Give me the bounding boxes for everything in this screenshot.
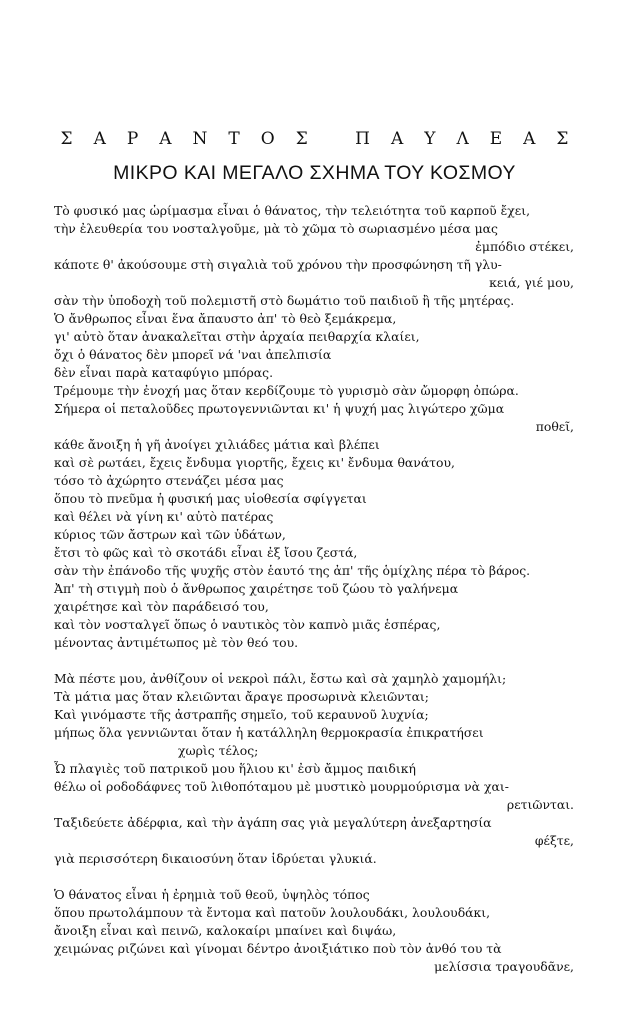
poem-line-continuation: κειά, γιέ μου, [489, 275, 574, 290]
poem-line: θέλω οἱ ροδοδάφνες τοῦ λιθοπόταμου μὲ μυστικὸ μουρμούρισμα νὰ χαι- [54, 779, 509, 794]
poem-line: ὄχι ὁ θάνατος δὲν μπορεῖ νά 'ναι ἀπελπισία [54, 347, 332, 362]
author-name: ΣΑΡΑΝΤΟΣ ΠΑΥΛΕΑΣ [60, 129, 590, 149]
poem-line-continuation: ρετιῶνται. [506, 797, 574, 812]
poem-line: μένοντας ἀντιμέτωπος μὲ τὸν θεό του. [54, 635, 299, 650]
poem-line: χειμώνας ριζώνει καὶ γίνομαι δέντρο ἀνοιξιάτικο ποὺ τὸν ἀνθό του τὰ [54, 941, 502, 956]
stanza-break [54, 868, 574, 886]
poem-line: γι' αὐτὸ ὅταν ἀνακαλεῖται στὴν ἀρχαία πειθαρχία κλαίει, [54, 329, 420, 344]
poem-line: σὰν τὴν ἐπάνοδο τῆς ψυχῆς στὸν ἑαυτό της ἀπ' τῆς ὁμίχλης πέρα τὸ βάρος. [54, 563, 531, 578]
poem-line: Σήμερα οἱ πεταλοῦδες πρωτογεννιῶνται κι' ἡ ψυχή μας λιγώτερο χῶμα [54, 401, 505, 416]
poem-line: ἔτσι τὸ φῶς καὶ τὸ σκοτάδι εἶναι ἐξ ἴσου ζεστά, [54, 545, 358, 560]
poem-line: κάποτε θ' ἀκούσουμε στὴ σιγαλιὰ τοῦ χρόνου τὴν προσφώνηση τῆ γλυ- [54, 257, 502, 272]
poem-line: τόσο τὸ ἀχώρητο στενάζει μέσα μας [54, 473, 284, 488]
poem-line: τὴν ἐλευθερία του νοσταλγοῦμε, μὰ τὸ χῶμα τὸ σωριασμένο μέσα μας [54, 221, 498, 236]
poem-line-continuation: μελίσσια τραγουδᾶνε, [434, 959, 574, 974]
poem-body [54, 202, 574, 976]
poem-line-continuation: χωρὶς τέλος; [178, 743, 259, 758]
poem-line: Τὸ φυσικό μας ὡρίμασμα εἶναι ὁ θάνατος, τὴν τελειότητα τοῦ καρποῦ ἔχει, [54, 203, 531, 218]
poem-line: μήπως ὅλα γεννιῶνται ὅταν ἡ κατάλληλη θερμοκρασία ἐπικρατήσει [54, 725, 484, 740]
poem-line: Καὶ γινόμαστε τῆς ἀστραπῆς σημεῖο, τοῦ κεραυνοῦ λυχνία; [54, 707, 429, 722]
poem-line: Ὦ πλαγιὲς τοῦ πατρικοῦ μου ἥλιου κι' ἐσὺ ἄμμος παιδική [54, 761, 416, 776]
poem-line: Μὰ πέστε μου, ἀνθίζουν οἱ νεκροὶ πάλι, ἔστω καὶ σὰ χαμηλὸ χαμομήλι; [54, 671, 507, 686]
poem-line: χαιρέτησε καὶ τὸν παράδεισό του, [54, 599, 269, 614]
poem-line: κάθε ἄνοιξη ἡ γῆ ἀνοίγει χιλιάδες μάτια καὶ βλέπει [54, 437, 380, 452]
poem-line: Ὁ ἄνθρωπος εἶναι ἕνα ἄπαυστο ἀπ' τὸ θεὸ ξεμάκρεμα, [54, 311, 397, 326]
poem-line: δὲν εἶναι παρὰ καταφύγιο μπόρας. [54, 365, 274, 380]
poem-line-continuation: ἐμπόδιο στέκει, [475, 239, 574, 254]
poem-line: Ταξιδεύετε ἀδέρφια, καὶ τὴν ἀγάπη σας γιὰ μεγαλύτερη ἀνεξαρτησία [54, 815, 492, 830]
poem-line: καὶ θέλει νὰ γίνη κι' αὐτὸ πατέρας [54, 509, 274, 524]
poem-line-continuation: ποθεῖ, [535, 419, 574, 434]
poem-line: Ὁ θάνατος εἶναι ἡ ἐρημιὰ τοῦ θεοῦ, ὑψηλὸς τόπος [54, 887, 370, 902]
poem-line-continuation: φέξτε, [534, 833, 574, 848]
poem-line: γιὰ περισσότερη δικαιοσύνη ὅταν ἱδρύεται γλυκιά. [54, 851, 377, 866]
poem-line: ἄνοιξη εἶναι καὶ πεινῶ, καλοκαίρι μπαίνει καὶ διψάω, [54, 923, 397, 938]
stanza-break [54, 652, 574, 670]
poem-line: Ἀπ' τὴ στιγμὴ ποὺ ὁ ἄνθρωπος χαιρέτησε τοῦ ζώου τὸ γαλήνεμα [54, 581, 459, 596]
poem-title: ΜΙΚΡΟ ΚΑΙ ΜΕΓΑΛΟ ΣΧΗΜΑ ΤΟΥ ΚΟΣΜΟΥ [113, 162, 516, 184]
poem-line: καὶ τὸν νοσταλγεῖ ὅπως ὁ ναυτικὸς τὸν καπνὸ μιᾶς ἑσπέρας, [54, 617, 441, 632]
poem-line: σὰν τὴν ὑποδοχὴ τοῦ πολεμιστῆ στὸ δωμάτιο τοῦ παιδιοῦ ἢ τῆς μητέρας. [54, 293, 515, 308]
poem-line: καὶ σὲ ρωτάει, ἔχεις ἔνδυμα γιορτῆς, ἔχεις κι' ἔνδυμα θανάτου, [54, 455, 455, 470]
poem-line: κύριος τῶν ἄστρων καὶ τῶν ὑδάτων, [54, 527, 286, 542]
poem-line: Τρέμουμε τὴν ἐνοχή μας ὅταν κερδίζουμε τὸ γυρισμὸ σὰν ὤμορφη ὀπώρα. [54, 383, 519, 398]
poem-line: ὅπου τὸ πνεῦμα ἡ φυσική μας υἱοθεσία σφίγγεται [54, 491, 367, 506]
poem-line: Τὰ μάτια μας ὅταν κλειῶνται ἄραγε προσωρινὰ κλειῶνται; [54, 689, 429, 704]
poem-line: ὅπου πρωτολάμπουν τὰ ἔντομα καὶ πατοῦν λουλουδάκι, λουλουδάκι, [54, 905, 491, 920]
